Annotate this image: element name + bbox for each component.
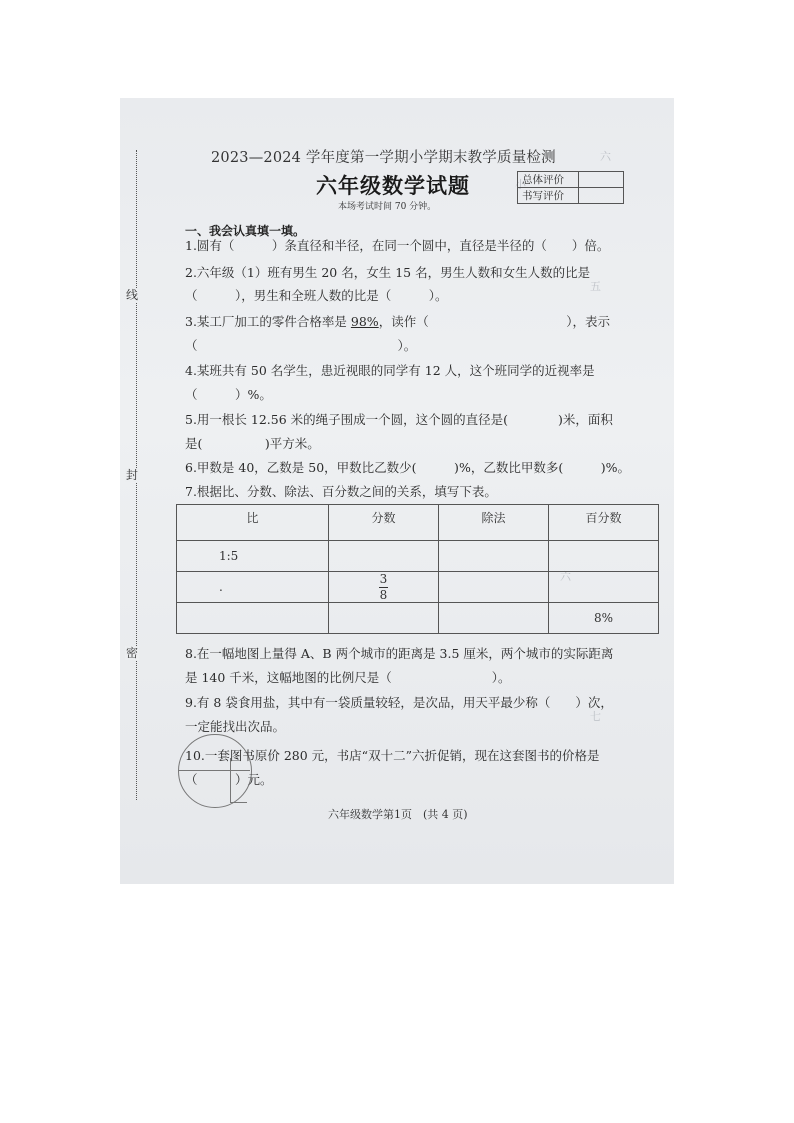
- question-3-text-post: ，读作（ ），表示: [378, 314, 610, 329]
- binding-char-line: 线: [125, 288, 138, 302]
- table-cell-division[interactable]: [439, 541, 549, 572]
- bleed-through-text: 五: [590, 280, 601, 293]
- question-8-line1: 8.在一幅地图上量得 A、B 两个城市的距离是 3.5 厘米，两个城市的实际距离: [185, 646, 614, 661]
- question-2-line1: 2.六年级（1）班有男生 20 名，女生 15 名，男生人数和女生人数的比是: [185, 265, 591, 280]
- section-heading: 一、我会认真填一填。: [185, 224, 306, 238]
- question-3-text-pre: 3.某工厂加工的零件合格率是: [185, 314, 351, 329]
- table-cell-fraction: [329, 572, 439, 603]
- question-5-line1: 5.用一根长 12.56 米的绳子围成一个圆，这个圆的直径是( )米，面积: [185, 412, 613, 427]
- table-row: [177, 603, 659, 634]
- table-header-percent: 百分数: [549, 505, 659, 541]
- eval-value-overall[interactable]: [579, 172, 624, 188]
- question-6: 6.甲数是 40，乙数是 50，甲数比乙数少( )%，乙数比甲数多( )%。: [185, 460, 630, 475]
- fraction-denominator: 8: [379, 587, 388, 602]
- eval-label-overall: 总体评价: [518, 172, 579, 188]
- exam-header-title: 2023—2024 学年度第一学期小学期末教学质量检测: [211, 150, 556, 166]
- table-cell-ratio[interactable]: .: [177, 572, 329, 603]
- question-1: 1.圆有（ ）条直径和半径，在同一个圆中，直径是半径的（ ）倍。: [185, 238, 610, 253]
- table-row: [177, 572, 659, 603]
- evaluation-table: [517, 171, 624, 204]
- table-cell-ratio: 1:5: [177, 541, 329, 572]
- question-4-line1: 4.某班共有 50 名学生，患近视眼的同学有 12 人，这个班同学的近视率是: [185, 363, 595, 378]
- conversion-table: [176, 504, 659, 634]
- bleed-through-text: 六: [600, 150, 611, 163]
- question-10-line2: （ ）元。: [185, 772, 273, 787]
- question-5-line2: 是( )平方米。: [185, 436, 320, 451]
- question-10-line1: 10.一套图书原价 280 元，书店“双十二”六折促销，现在这套图书的价格是: [185, 748, 600, 763]
- table-cell-percent[interactable]: [549, 572, 659, 603]
- table-cell-fraction[interactable]: [329, 603, 439, 634]
- binding-char-secret: 密: [125, 646, 138, 660]
- question-9-line1: 9.有 8 袋食用盐，其中有一袋质量较轻，是次品，用天平最少称（ ）次，: [185, 695, 613, 710]
- question-3-line2: （ ）。: [185, 338, 417, 353]
- table-cell-ratio[interactable]: [177, 603, 329, 634]
- table-header-fraction: 分数: [329, 505, 439, 541]
- fraction-numerator: 3: [379, 571, 388, 586]
- table-header-division: 除法: [439, 505, 549, 541]
- bleed-through-text: 六: [560, 570, 571, 583]
- table-cell-percent: 8%: [549, 603, 659, 634]
- question-8-line2: 是 140 千米，这幅地图的比例尺是（ ）。: [185, 670, 511, 685]
- question-9-line2: 一定能找出次品。: [185, 719, 286, 734]
- fraction-three-eighths: [379, 573, 388, 602]
- bleed-through-text: 七: [590, 710, 601, 723]
- table-cell-division[interactable]: [439, 572, 549, 603]
- exam-time-note: 本场考试时间 70 分钟。: [338, 202, 437, 212]
- exam-main-title: 六年级数学试题: [316, 174, 470, 198]
- bleed-through-text: 小: [515, 178, 526, 191]
- table-row: [177, 541, 659, 572]
- eval-value-writing[interactable]: [579, 188, 624, 204]
- question-3-line1: [185, 314, 610, 330]
- eval-label-writing: 书写评价: [518, 188, 579, 204]
- question-4-line2: （ ）%。: [185, 387, 272, 402]
- binding-char-seal: 封: [125, 468, 138, 482]
- page-footer: 六年级数学第1页 (共 4 页): [328, 808, 468, 821]
- table-cell-fraction[interactable]: [329, 541, 439, 572]
- question-7: 7.根据比、分数、除法、百分数之间的关系，填写下表。: [185, 484, 497, 499]
- question-2-line2: （ ），男生和全班人数的比是（ ）。: [185, 288, 448, 303]
- table-cell-division[interactable]: [439, 603, 549, 634]
- exam-paper: [120, 98, 674, 884]
- table-header-ratio: 比: [177, 505, 329, 541]
- table-cell-percent[interactable]: [549, 541, 659, 572]
- pass-rate-value: 98%: [350, 314, 379, 329]
